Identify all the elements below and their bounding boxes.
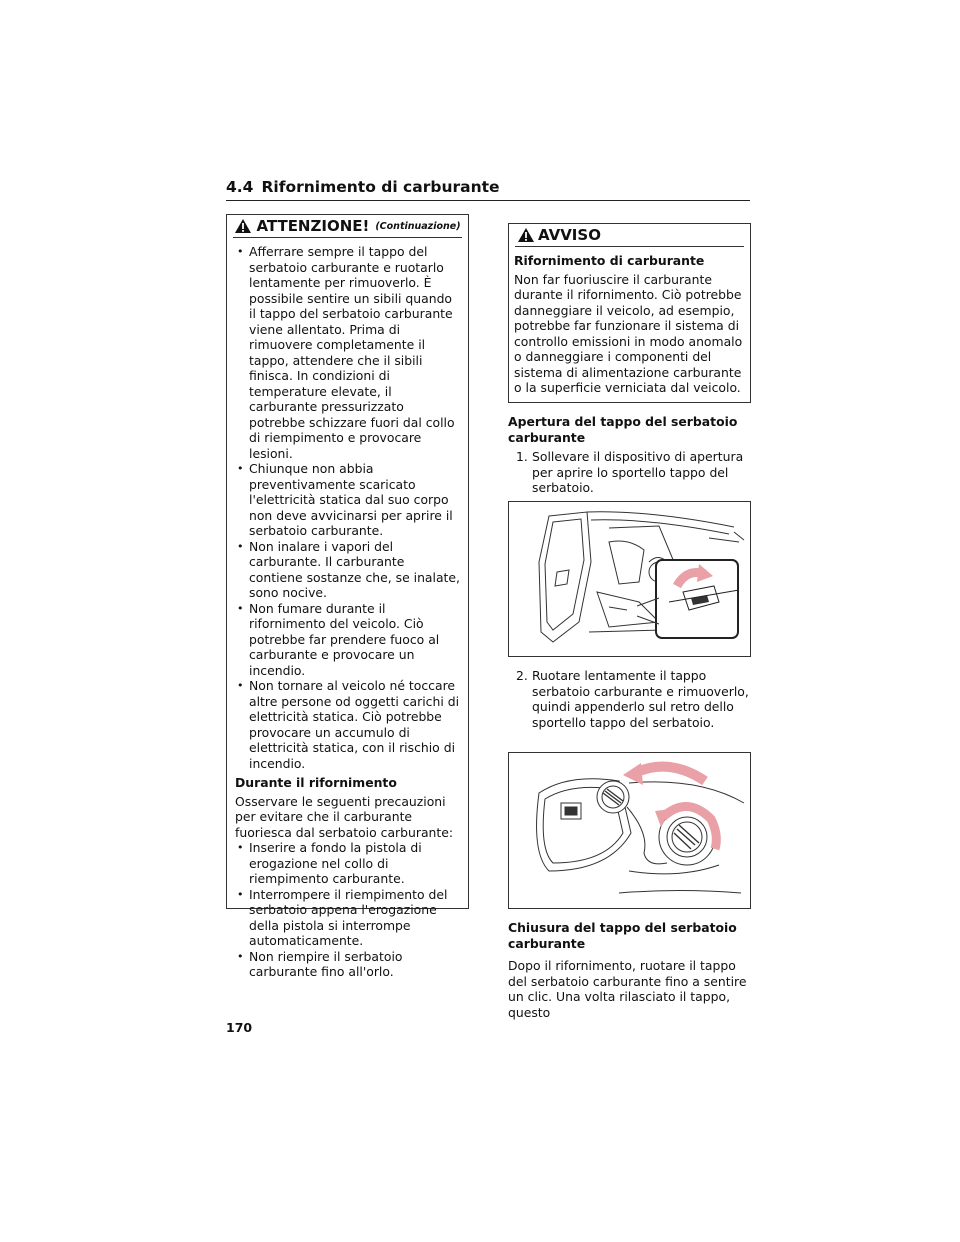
closing-section [508, 920, 752, 1020]
notice-subhead: Rifornimento di carburante [514, 253, 705, 268]
opening-heading: Apertura del tappo del serbatoio carburante [508, 414, 738, 445]
closing-text: Dopo il rifornimento, ruotare il tappo del serbatoio carburante fino a sentire un clic. Una volta rilasciato il tappo, questo [508, 958, 747, 1020]
step-text: Ruotare lentamente il tappo serbatoio carburante e rimuoverlo, quindi appenderlo sul retro dello sportello tappo del serbatoio. [532, 668, 749, 730]
car-interior-drawing [509, 502, 750, 656]
closing-heading: Chiusura del tappo del serbatoio carburante [508, 920, 737, 951]
warning-body [227, 238, 468, 980]
list-item: • Non riempire il serbatoio carburante fino all'orlo. [235, 949, 460, 980]
notice-body [509, 247, 750, 396]
warning-title: ATTENZIONE! [256, 217, 370, 235]
section-number: 4.4 [226, 178, 254, 196]
list-item: • Non tornare al veicolo né toccare altre persone od oggetti carichi di elettricità statica. Ciò potrebbe provocare un accumulo di elettricità statica, con il rischio di incendio. [235, 678, 460, 771]
list-item: • Inserire a fondo la pistola di erogazione nel collo di riempimento carburante. [235, 840, 460, 887]
warning-triangle-icon [517, 227, 535, 243]
step-number: 2. [516, 668, 528, 683]
notice-title: AVVISO [538, 226, 601, 244]
notice-title-bar [515, 224, 744, 247]
fuel-door-release-illustration [508, 501, 751, 657]
fuel-cap-removal-illustration [508, 752, 751, 909]
section-header [226, 178, 750, 201]
opening-steps-2 [508, 668, 752, 730]
notice-text: Non far fuoriuscire il carburante durante il rifornimento. Ciò potrebbe danneggiare il veicolo, ad esempio, potrebbe far funzionare il sistema di controllo emissioni in modo anomalo o danneggiare i componenti del sistema di alimentazione carburante o la superficie verniciata dal veicolo. [514, 271, 743, 395]
list-item: • Interrompere il riempimento del serbatoio appena l'erogazione della pistola si interrompe automaticamente. [235, 887, 460, 949]
notice-box [508, 223, 751, 403]
opening-step-2 [508, 668, 752, 730]
step-item [508, 668, 752, 730]
warning-continuation: (Continuazione) [375, 220, 461, 232]
step-text: Sollevare il dispositivo di apertura per aprire lo sportello tappo del serbatoio. [532, 449, 744, 495]
page-number: 170 [226, 1020, 253, 1035]
opening-steps [508, 449, 752, 496]
refuel-list [235, 840, 460, 980]
refuel-subhead: Durante il rifornimento [235, 775, 397, 790]
step-item [508, 449, 752, 496]
warning-list [235, 244, 460, 771]
list-item: • Afferrare sempre il tappo del serbatoio carburante e ruotarlo lentamente per rimuoverlo. È possibile sentire un sibili quando il tappo del serbatoio carburante viene allentato. Prima di rimuovere completamente il tappo, attendere che il sibili finisca. In condizioni di temperature elevate, il carburante pressurizzato potrebbe schizzare fuori dal collo di riempimento e provocare lesioni. [235, 244, 460, 461]
opening-section [508, 414, 752, 496]
refuel-intro: Osservare le seguenti precauzioni per evitare che il carburante fuoriesca dal serbatoio carburante: [235, 793, 454, 840]
warning-box [226, 214, 469, 979]
warning-triangle-icon [234, 218, 252, 234]
list-item: • Non inalare i vapori del carburante. Il carburante contiene sostanze che, se inalate, sono nocive. [235, 539, 460, 601]
fuel-cap-drawing [509, 753, 750, 908]
step-number: 1. [516, 449, 528, 464]
section-title: Rifornimento di carburante [261, 178, 500, 196]
warning-title-bar [233, 215, 462, 238]
list-item: • Chiunque non abbia preventivamente scaricato l'elettricità statica dal suo corpo non deve avvicinarsi per aprire il serbatoio carburante. [235, 461, 460, 539]
list-item: • Non fumare durante il rifornimento del veicolo. Ciò potrebbe far prendere fuoco al carburante e provocare un incendio. [235, 601, 460, 679]
